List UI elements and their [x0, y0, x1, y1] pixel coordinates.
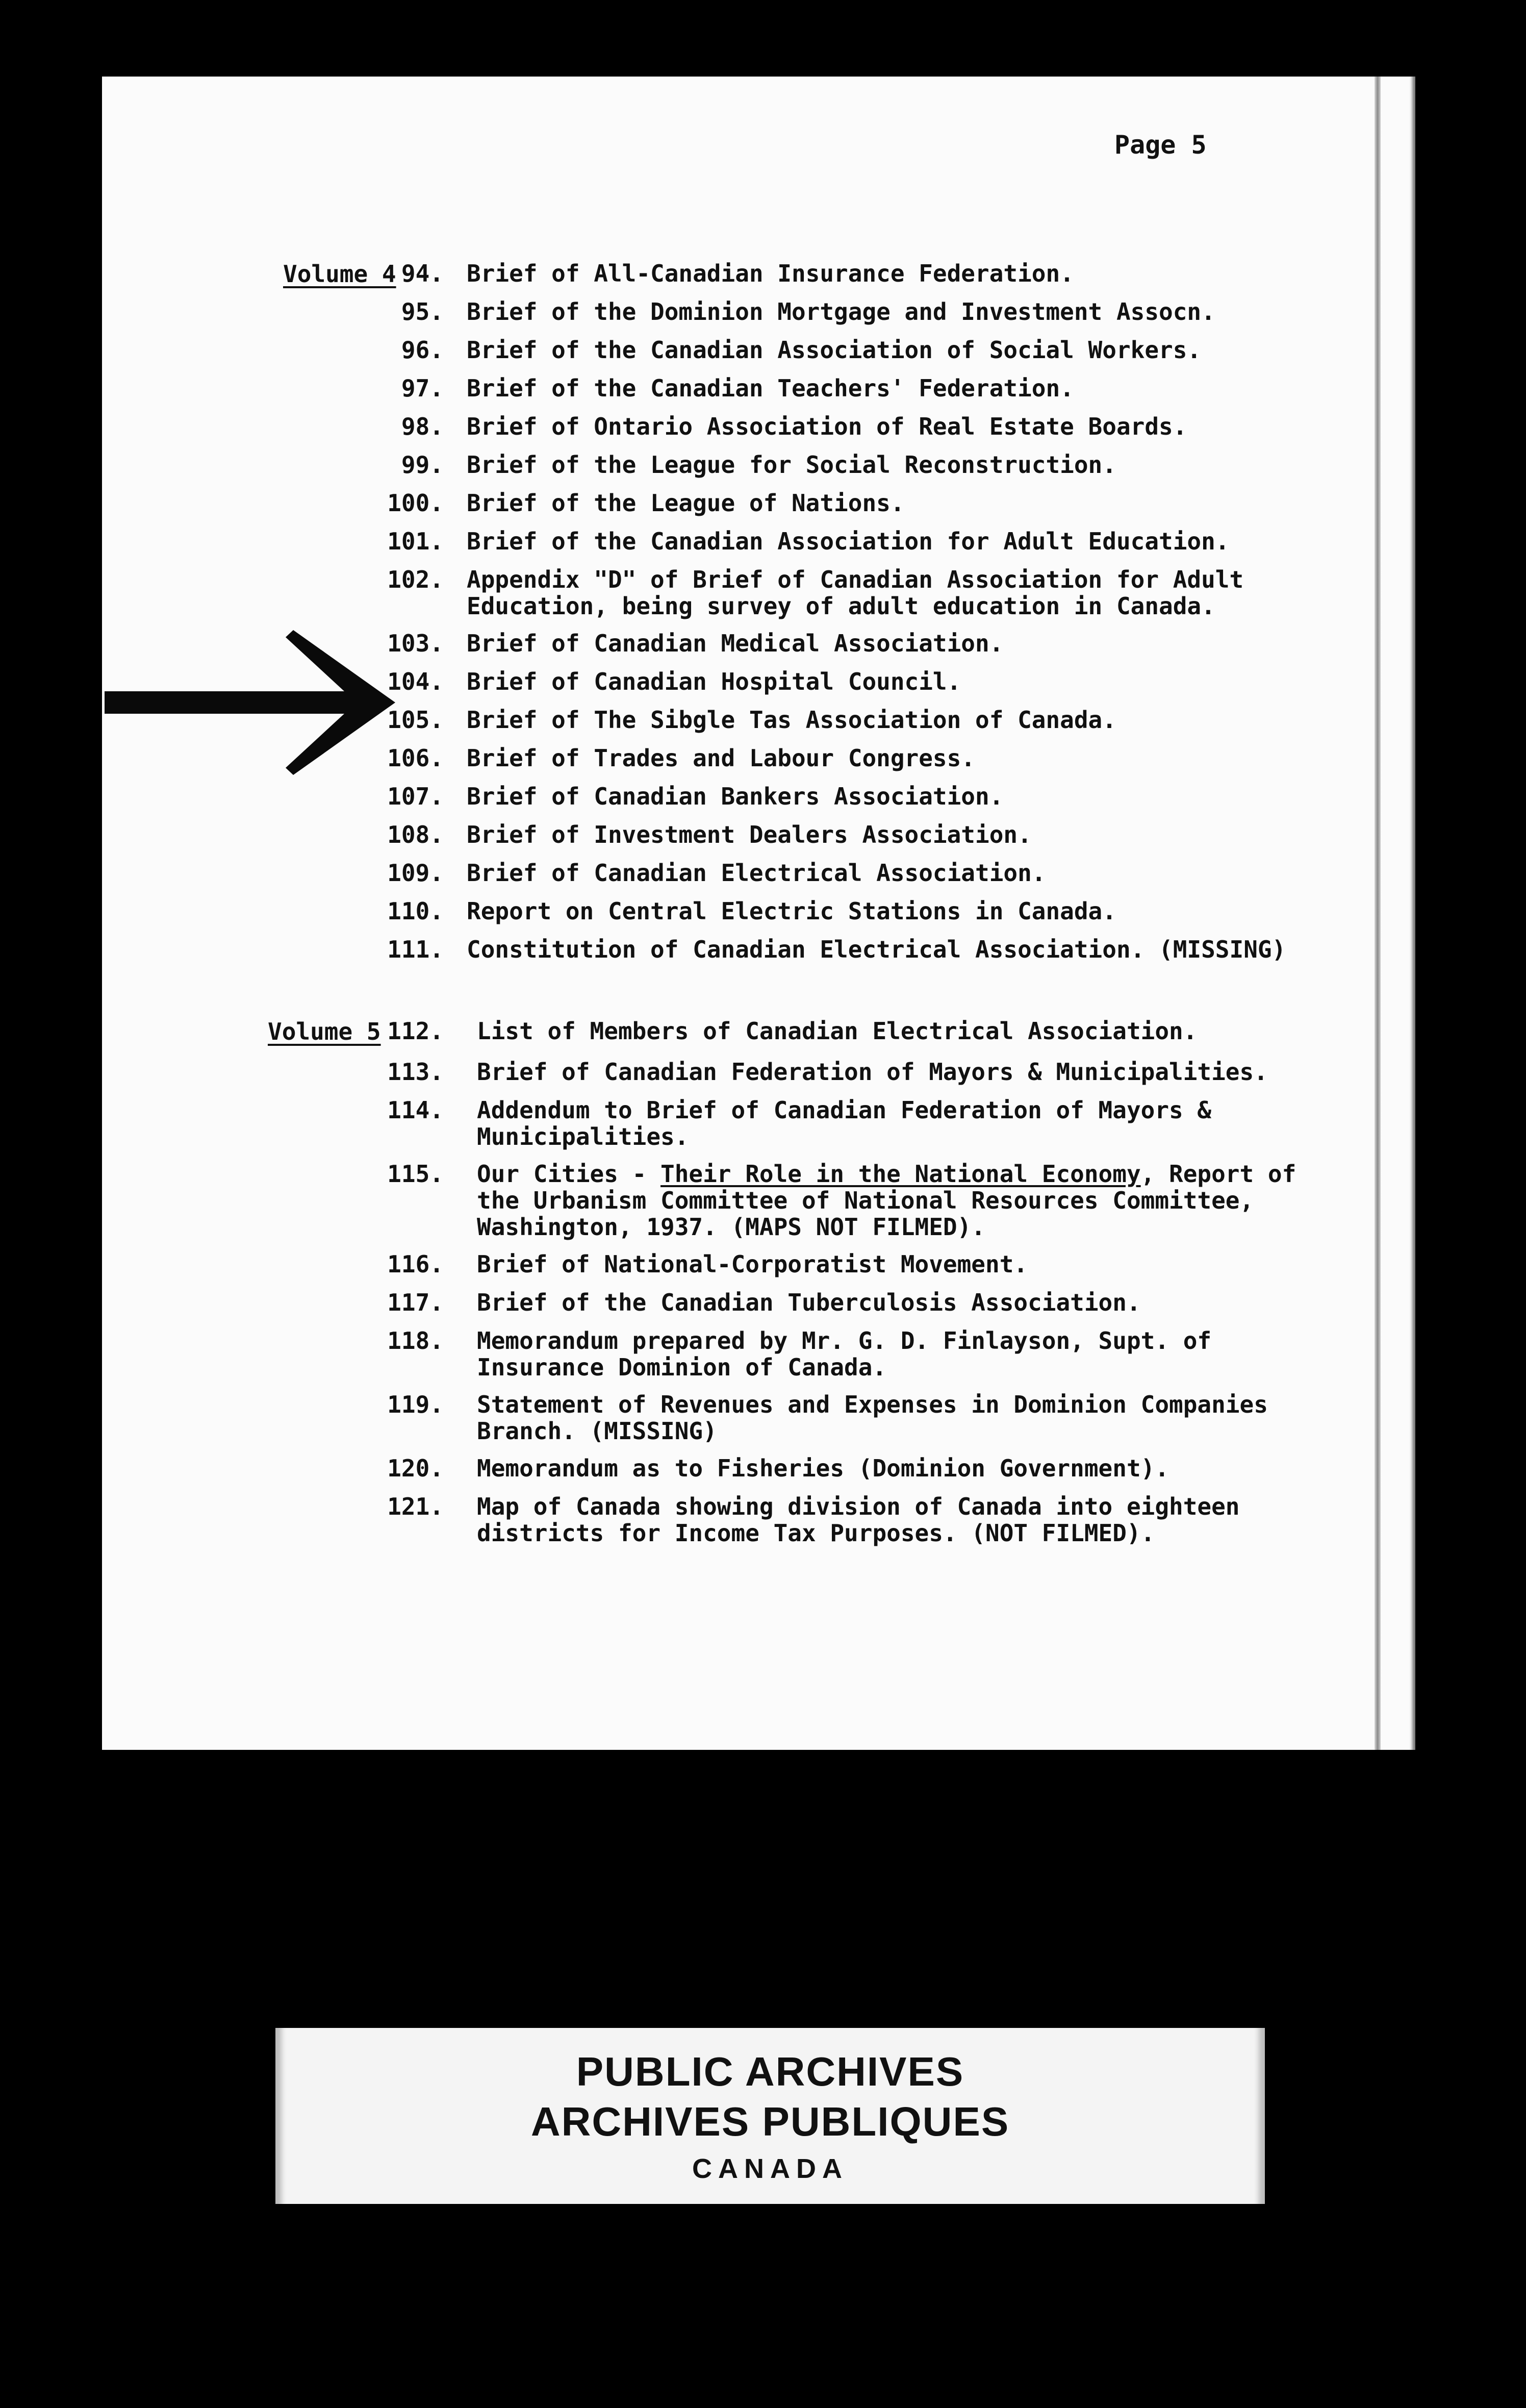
entry-text: Brief of the Dominion Mortgage and Investment Assocn.: [467, 298, 1215, 325]
entry-number: 116.: [387, 1250, 444, 1278]
entry-text: Brief of Canadian Federation of Mayors & Municipalities.: [477, 1058, 1268, 1086]
stamp-line-2: ARCHIVES PUBLIQUES: [530, 2099, 1010, 2144]
entry-text: Memorandum prepared by Mr. G. D. Finlayson, Supt. of: [477, 1327, 1212, 1354]
entry-text: the Urbanism Committee of National Resources Committee,: [477, 1187, 1254, 1214]
entry-text: Brief of the Canadian Tuberculosis Association.: [477, 1289, 1141, 1316]
entry-number: 107.: [387, 783, 444, 810]
entry-number: 99.: [401, 451, 444, 479]
entry-number: 114.: [387, 1096, 444, 1124]
entry-number: 120.: [387, 1454, 444, 1482]
entry-text: districts for Income Tax Purposes. (NOT FILMED).: [477, 1519, 1155, 1547]
entry-number: 115.: [387, 1160, 444, 1188]
stamp-line-1: PUBLIC ARCHIVES: [576, 2049, 964, 2094]
entry-text: Our Cities - Their Role in the National Economy, Report of: [477, 1160, 1296, 1188]
entry-text: Memorandum as to Fisheries (Dominion Government).: [477, 1454, 1169, 1482]
entry-text: Brief of Trades and Labour Congress.: [467, 744, 975, 772]
archives-stamp: [275, 2028, 1265, 2204]
entry-number: 104.: [387, 668, 444, 695]
volume-label: Volume 4: [283, 260, 396, 288]
entry-number: 118.: [387, 1327, 444, 1354]
entry-number: 112.: [387, 1017, 444, 1045]
entry-number: 103.: [387, 630, 444, 657]
stamp-line-3: CANADA: [692, 2153, 848, 2184]
pointer-arrow-icon: [105, 620, 400, 783]
entry-number: 97.: [401, 374, 444, 402]
entry-text: Brief of Ontario Association of Real Estate Boards.: [467, 413, 1187, 440]
entry-number: 96.: [401, 336, 444, 364]
entry-number: 121.: [387, 1493, 444, 1520]
entry-text: Brief of Canadian Electrical Association.: [467, 859, 1046, 887]
entry-number: 117.: [387, 1289, 444, 1316]
entry-number: 100.: [387, 489, 444, 517]
page-number: Page 5: [1114, 130, 1207, 160]
entry-text: Map of Canada showing division of Canada into eighteen: [477, 1493, 1240, 1520]
entry-text: Brief of Canadian Bankers Association.: [467, 783, 1004, 810]
entry-text: Brief of Canadian Hospital Council.: [467, 668, 961, 695]
entry-text: Municipalities.: [477, 1123, 689, 1150]
entry-number: 94.: [401, 260, 444, 287]
entry-text: Report on Central Electric Stations in Canada.: [467, 897, 1116, 925]
entry-text: Insurance Dominion of Canada.: [477, 1353, 887, 1381]
entry-text: Brief of Investment Dealers Association.: [467, 821, 1032, 848]
entry-number: 109.: [387, 859, 444, 887]
entry-number: 119.: [387, 1391, 444, 1418]
entry-number: 98.: [401, 413, 444, 440]
entry-text: Brief of the League of Nations.: [467, 489, 905, 517]
entry-text: Education, being survey of adult education in Canada.: [467, 592, 1215, 620]
entry-number: 108.: [387, 821, 444, 848]
entry-text: Appendix "D" of Brief of Canadian Association for Adult: [467, 566, 1244, 593]
page-edge-shadow: [1375, 77, 1381, 1750]
entry-number: 95.: [401, 298, 444, 325]
entry-number: 113.: [387, 1058, 444, 1086]
entry-text: Addendum to Brief of Canadian Federation of Mayors &: [477, 1096, 1212, 1124]
entry-number: 106.: [387, 744, 444, 772]
entry-text: Brief of the Canadian Association for Adult Education.: [467, 528, 1230, 555]
entry-text: List of Members of Canadian Electrical Association.: [477, 1017, 1198, 1045]
entry-text: Constitution of Canadian Electrical Association. (MISSING): [467, 936, 1286, 963]
entry-text: Branch. (MISSING): [477, 1417, 717, 1445]
entry-text: Brief of the Canadian Teachers' Federation.: [467, 374, 1074, 402]
entry-number: 110.: [387, 897, 444, 925]
entry-text: Brief of the Canadian Association of Social Workers.: [467, 336, 1202, 364]
entry-text: Brief of Canadian Medical Association.: [467, 630, 1004, 657]
entry-number: 105.: [387, 706, 444, 734]
entry-text: Brief of All-Canadian Insurance Federation.: [467, 260, 1074, 287]
entry-text: Washington, 1937. (MAPS NOT FILMED).: [477, 1213, 985, 1241]
entry-number: 102.: [387, 566, 444, 593]
entry-number: 101.: [387, 528, 444, 555]
entry-number: 111.: [387, 936, 444, 963]
entry-text: Brief of National-Corporatist Movement.: [477, 1250, 1028, 1278]
entry-text: Brief of The Sibgle Tas Association of Canada.: [467, 706, 1116, 734]
underlined-title: Their Role in the National Economy: [660, 1160, 1141, 1188]
entry-text: Brief of the League for Social Reconstruction.: [467, 451, 1116, 479]
entry-text: Statement of Revenues and Expenses in Dominion Companies: [477, 1391, 1268, 1418]
volume-label: Volume 5: [268, 1018, 381, 1045]
